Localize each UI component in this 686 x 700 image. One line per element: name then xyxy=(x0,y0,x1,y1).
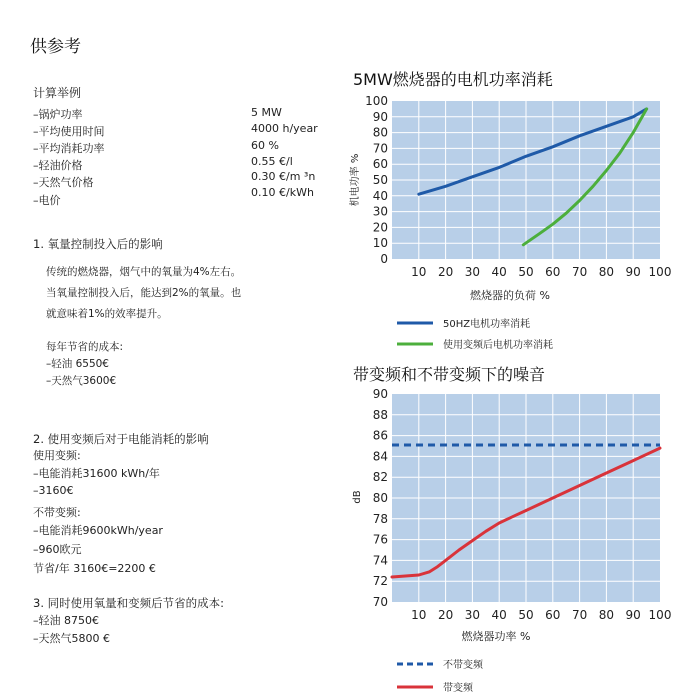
y-tick-labels xyxy=(373,387,388,609)
y-tick-label: 72 xyxy=(372,574,388,589)
calc-row-value: 5 MW xyxy=(251,106,282,119)
x-tick-label: 40 xyxy=(491,265,507,279)
calc-row-value: 0.10 €/kWh xyxy=(251,186,314,199)
y-tick-label: 70 xyxy=(372,141,388,156)
section1-savings-item: –天然气3600€ xyxy=(46,375,117,387)
section1-para-line: 就意味着1%的效率提升。 xyxy=(46,308,168,320)
page-title: 供参考 xyxy=(30,37,81,57)
section3-line: –天然气5800 € xyxy=(33,632,110,645)
y-tick-label: 76 xyxy=(372,532,388,547)
section1-para-line: 传统的燃烧器，烟气中的氧量为4%左右。 xyxy=(46,266,242,278)
section2-without-vfd-label: 不带变频: xyxy=(33,506,81,519)
calc-row-label: –平均消耗功率 xyxy=(33,142,105,155)
x-tick-label: 80 xyxy=(598,608,615,622)
x-tick-label: 20 xyxy=(437,265,454,279)
x-tick-label: 50 xyxy=(518,265,534,279)
chart1-title: 5MW燃烧器的电机功率消耗 xyxy=(353,70,553,89)
chart2-title: 带变频和不带变频下的噪音 xyxy=(353,365,546,384)
x-tick-label: 60 xyxy=(545,265,561,279)
legend xyxy=(397,317,553,351)
calc-row-value: 0.30 €/m ³n xyxy=(251,170,316,183)
y-tick-label: 80 xyxy=(372,125,388,140)
section1-para-line: 当氧量控制投入后，能达到2%的氧量。也 xyxy=(46,287,242,299)
calc-row-value: 0.55 €/l xyxy=(251,155,293,168)
legend-label: 50HZ电机功率消耗 xyxy=(443,319,531,330)
y-tick-label: 20 xyxy=(372,220,388,235)
calc-row-label: –轻油价格 xyxy=(33,159,83,172)
y-tick-label: 80 xyxy=(372,491,388,505)
y-tick-label: 100 xyxy=(365,94,388,108)
y-tick-label: 86 xyxy=(372,428,388,443)
section2-with-vfd-line: –电能消耗31600 kWh/年 xyxy=(33,467,160,480)
section2-yearly-saving: 节省/年 3160€=2200 € xyxy=(33,562,156,575)
y-tick-label: 78 xyxy=(372,511,388,526)
x-tick-label: 40 xyxy=(491,608,507,622)
y-tick-label: 30 xyxy=(372,204,388,219)
x-tick-label: 60 xyxy=(545,608,561,622)
x-tick-label: 90 xyxy=(625,608,641,622)
y-tick-label: 74 xyxy=(372,553,388,568)
calc-row-value: 4000 h/year xyxy=(251,122,318,135)
x-tick-label: 20 xyxy=(437,608,454,622)
y-axis-label: 机电功率 % xyxy=(350,153,361,207)
calc-row-label: –电价 xyxy=(33,194,61,207)
y-tick-labels xyxy=(365,94,388,266)
x-tick-label: 90 xyxy=(625,265,641,279)
y-tick-label: 88 xyxy=(372,407,388,422)
x-tick-label: 10 xyxy=(411,608,427,622)
x-tick-label: 80 xyxy=(598,265,615,279)
x-tick-label: 100 xyxy=(648,608,672,622)
motor-power-chart xyxy=(340,90,686,360)
y-tick-label: 10 xyxy=(372,236,388,251)
y-tick-label: 90 xyxy=(372,109,388,124)
section2-with-vfd-line: –3160€ xyxy=(33,484,74,497)
legend-label: 不带变频 xyxy=(443,660,483,671)
x-axis-label: 燃烧器的负荷 % xyxy=(470,289,550,302)
x-tick-label: 30 xyxy=(464,608,481,622)
section2-heading: 2. 使用变频后对于电能消耗的影响 xyxy=(33,432,209,446)
section1-savings-heading: 每年节省的成本: xyxy=(46,341,124,353)
y-tick-label: 60 xyxy=(372,157,388,172)
x-tick-labels xyxy=(411,608,671,622)
section1-savings-item: –轻油 6550€ xyxy=(46,358,109,370)
calc-row-label: –平均使用时间 xyxy=(33,125,105,138)
section2-without-vfd-line: –960欧元 xyxy=(33,543,82,556)
section2-without-vfd-line: –电能消耗9600kWh/year xyxy=(33,524,163,537)
x-tick-labels xyxy=(411,265,671,279)
calc-example-heading: 计算举例 xyxy=(33,86,82,100)
section2-with-vfd-label: 使用变频: xyxy=(33,449,81,462)
section3-line: –轻油 8750€ xyxy=(33,614,99,627)
calc-row-label: –锅炉功率 xyxy=(33,108,83,121)
section3-heading: 3. 同时使用氧量和变频后节省的成本: xyxy=(33,596,225,610)
y-tick-label: 50 xyxy=(372,173,388,187)
y-tick-label: 0 xyxy=(380,252,388,266)
legend-label: 使用变频后电机功率消耗 xyxy=(443,340,553,351)
x-tick-label: 100 xyxy=(648,265,672,279)
noise-chart xyxy=(340,384,686,700)
calc-row-label: –天然气价格 xyxy=(33,176,94,189)
y-axis-label: dB xyxy=(352,490,363,504)
x-tick-label: 70 xyxy=(571,608,588,622)
y-tick-label: 70 xyxy=(372,595,388,609)
y-tick-label: 90 xyxy=(372,387,388,401)
section1-heading: 1. 氧量控制投入后的影响 xyxy=(33,237,163,251)
legend xyxy=(397,658,484,694)
legend-label: 带变频 xyxy=(443,683,473,694)
y-tick-label: 84 xyxy=(372,449,388,464)
x-axis-label: 燃烧器功率 % xyxy=(461,630,531,643)
x-tick-label: 10 xyxy=(411,265,427,279)
x-tick-label: 70 xyxy=(571,265,588,279)
calc-row-value: 60 % xyxy=(251,139,279,152)
x-tick-label: 30 xyxy=(464,265,481,279)
x-tick-label: 50 xyxy=(518,608,534,622)
y-tick-label: 40 xyxy=(372,188,388,203)
y-tick-label: 82 xyxy=(372,470,388,485)
